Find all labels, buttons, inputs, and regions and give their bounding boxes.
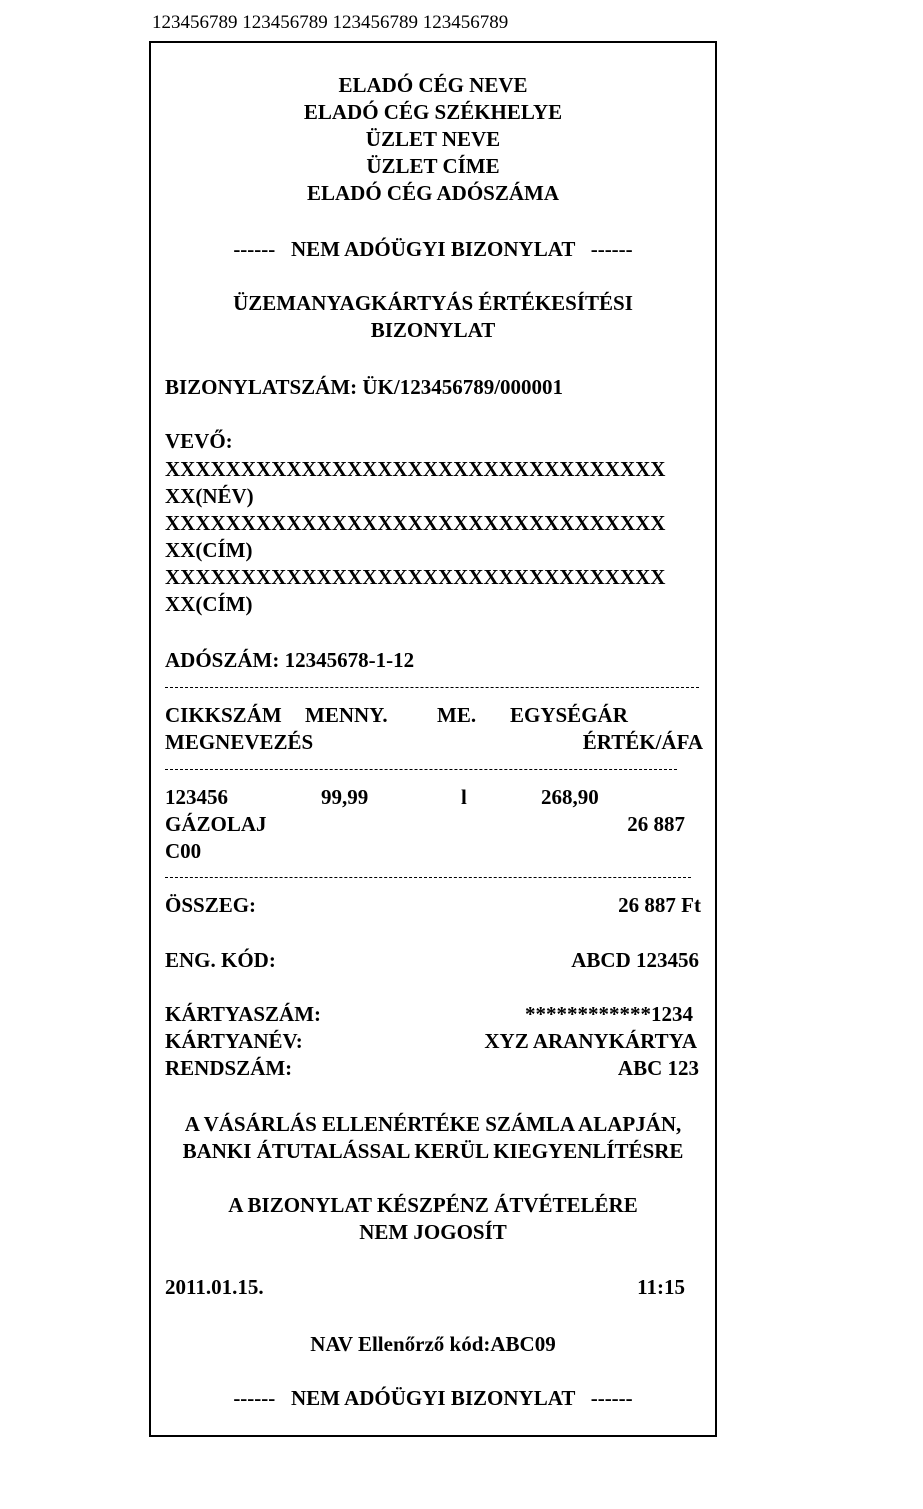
auth-code-value: ABCD 123456 <box>571 948 699 972</box>
seller-tax-number: ELADÓ CÉG ADÓSZÁMA <box>306 181 560 205</box>
card-name-label: KÁRTYANÉV: <box>165 1029 303 1053</box>
buyer-line-2: XX(NÉV) <box>165 484 254 508</box>
auth-code-label: ENG. KÓD: <box>165 948 276 972</box>
shop-name: ÜZLET NEVE <box>365 127 501 151</box>
card-name-value: XYZ ARANYKÁRTYA <box>484 1029 697 1053</box>
receipt <box>149 41 717 1437</box>
total-label: ÖSSZEG: <box>165 893 257 917</box>
cash-note-line2: NEM JOGOSÍT <box>359 1220 507 1244</box>
card-number-label: KÁRTYASZÁM: <box>165 1002 322 1026</box>
buyer-line-6: XX(CÍM) <box>165 592 253 616</box>
item-unit-price: 268,90 <box>541 785 599 809</box>
divider <box>165 687 699 688</box>
document-number: BIZONYLATSZÁM: ÜK/123456789/000001 <box>165 375 564 399</box>
divider <box>165 877 691 878</box>
header-unit-price: EGYSÉGÁR <box>510 703 628 727</box>
receipt-date: 2011.01.15. <box>165 1275 264 1299</box>
payment-note-line2: BANKI ÁTUTALÁSSAL KERÜL KIEGYENLÍTÉSRE <box>182 1139 684 1163</box>
column-ruler: 123456789 123456789 123456789 123456789 <box>152 12 509 33</box>
seller-seat: ELADÓ CÉG SZÉKHELYE <box>303 100 563 124</box>
header-description: MEGNEVEZÉS <box>165 730 314 754</box>
nontax-banner-top: ------ NEM ADÓÜGYI BIZONYLAT ------ <box>233 237 633 261</box>
item-vat-code: C00 <box>165 839 202 863</box>
buyer-line-4: XX(CÍM) <box>165 538 253 562</box>
item-value: 26 887 <box>627 812 685 836</box>
header-value-vat: ÉRTÉK/ÁFA <box>582 730 703 754</box>
nontax-banner-bottom: ------ NEM ADÓÜGYI BIZONYLAT ------ <box>233 1386 633 1410</box>
seller-name: ELADÓ CÉG NEVE <box>338 73 528 97</box>
document-title-line2: BIZONYLAT <box>370 318 496 342</box>
shop-address: ÜZLET CÍME <box>366 154 500 178</box>
cash-note-line1: A BIZONYLAT KÉSZPÉNZ ÁTVÉTELÉRE <box>228 1193 638 1217</box>
header-quantity: MENNY. <box>305 703 388 727</box>
header-unit: ME. <box>437 703 477 727</box>
receipt-time: 11:15 <box>637 1275 685 1299</box>
document-title-line1: ÜZEMANYAGKÁRTYÁS ÉRTÉKESÍTÉSI <box>233 291 633 315</box>
divider <box>165 769 677 770</box>
item-description: GÁZOLAJ <box>165 812 267 836</box>
buyer-line-5: XXXXXXXXXXXXXXXXXXXXXXXXXXXXXXXXX <box>165 565 666 589</box>
plate-number-label: RENDSZÁM: <box>165 1056 293 1080</box>
item-code: 123456 <box>165 785 228 809</box>
total-value: 26 887 Ft <box>618 893 701 917</box>
plate-number-value: ABC 123 <box>617 1056 699 1080</box>
card-number-value: ************1234 <box>525 1002 693 1026</box>
item-quantity: 99,99 <box>321 785 369 809</box>
item-unit: l <box>461 785 467 809</box>
buyer-line-1: XXXXXXXXXXXXXXXXXXXXXXXXXXXXXXXXX <box>165 457 666 481</box>
nav-control-code: NAV Ellenőrző kód:ABC09 <box>310 1332 556 1356</box>
buyer-tax-number: ADÓSZÁM: 12345678-1-12 <box>165 648 415 672</box>
header-item-code: CIKKSZÁM <box>165 703 282 727</box>
buyer-line-3: XXXXXXXXXXXXXXXXXXXXXXXXXXXXXXXXX <box>165 511 666 535</box>
payment-note-line1: A VÁSÁRLÁS ELLENÉRTÉKE SZÁMLA ALAPJÁN, <box>184 1112 682 1136</box>
buyer-label: VEVŐ: <box>165 429 233 453</box>
